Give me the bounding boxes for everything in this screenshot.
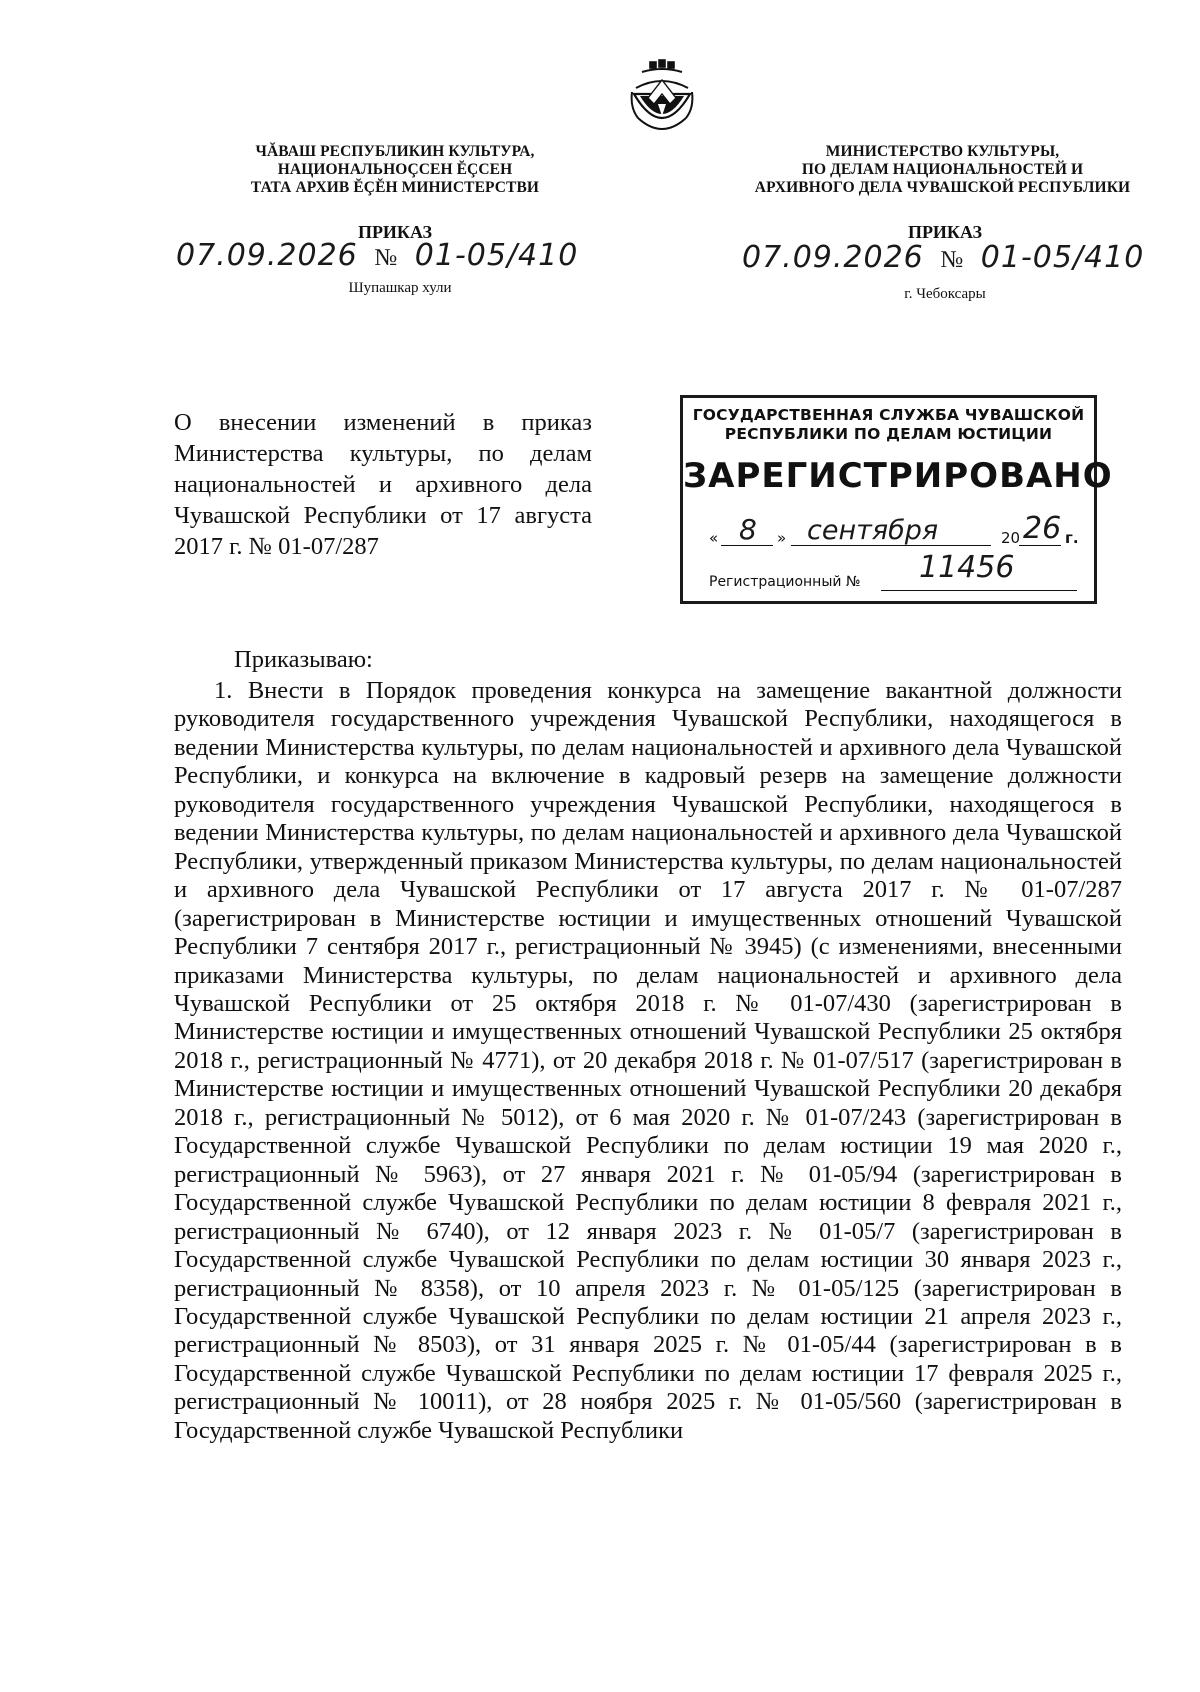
header-left-line-2: НАЦИОНАЛЬНОÇСЕН ĔÇСЕН (277, 161, 513, 178)
chuvash-republic-emblem-icon (628, 58, 696, 142)
header-right-line-3: АРХИВНОГО ДЕЛА ЧУВАШСКОЙ РЕСПУБЛИКИ (754, 179, 1131, 196)
stamp-year-suffix: 26 (1023, 511, 1062, 546)
order-number-right: 01-05/410 (980, 240, 1145, 275)
stamp-year-prefix: 20 (1001, 529, 1021, 547)
place-left: Шупашкар хули (348, 280, 452, 296)
header-left-line-1: ЧĂВАШ РЕСПУБЛИКИН КУЛЬТУРА, (255, 143, 535, 160)
stamp-line-2: РЕСПУБЛИКИ ПО ДЕЛАМ ЮСТИЦИИ (724, 425, 1053, 443)
prikaz-heading-right: ПРИКАЗ (907, 222, 983, 242)
registration-stamp (680, 395, 1113, 604)
header-right-line-1: МИНИСТЕРСТВО КУЛЬТУРЫ, (825, 143, 1060, 160)
stamp-month: сентября (807, 515, 939, 546)
order-number-line-right (742, 240, 1144, 275)
stamp-year-unit: г. (1065, 529, 1079, 547)
stamp-reg-number: 11456 (919, 550, 1015, 585)
prikaz-heading-left: ПРИКАЗ (357, 222, 433, 242)
header-left-line-3: ТАТА АРХИВ ĔÇĔН МИНИСТЕРСТВИ (250, 179, 540, 196)
order-lead: Приказываю: (234, 646, 373, 673)
stamp-day: 8 (739, 513, 757, 546)
ministry-name-chuvash (210, 143, 580, 197)
ministry-name-russian (740, 143, 1145, 197)
header-right-line-2: ПО ДЕЛАМ НАЦИОНАЛЬНОСТЕЙ И (801, 161, 1084, 178)
stamp-date-row (709, 511, 1079, 549)
order-date-left: 07.09.2026 (176, 238, 358, 273)
stamp-reg-label: Регистрационный № (709, 574, 861, 590)
document-title: О внесении изменений в приказ Министерства культуры, по делам национальностей и архивного дела Чувашской Республики от 17 августа 2017 г. № 01-07/287 (174, 409, 592, 560)
number-sign-right: № (940, 247, 965, 273)
stamp-open-quote: « (709, 529, 719, 547)
order-body (174, 677, 1122, 1445)
number-sign-left: № (374, 245, 399, 271)
stamp-reg-row (709, 550, 1079, 592)
order-number-line-left (176, 238, 578, 273)
stamp-reg-underline (881, 590, 1077, 591)
order-date-right: 07.09.2026 (742, 240, 924, 275)
stamp-status: ЗАРЕГИСТРИРОВАНО (683, 456, 1113, 496)
stamp-close-quote: » (777, 529, 787, 547)
paragraph-1: 1. Внести в Порядок проведения конкурса на замещение вакантной должности руководителя государственного учреждения Чувашской Республики, находящегося в ведении Министерства культуры, по делам национальностей и архивного дела Чувашской Республики, и конкурса на включение в кадровый резерв на замещение должности руководителя государственного учреждения Чувашской Республики, находящегося в ведении Министерства культуры, по делам национальностей и архивного дела Чувашской Республики, утвержденный приказом Министерства культуры, по делам национальностей и архивного дела Чувашской Республики от 17 августа 2017 г. № 01-07/287 (зарегистрирован в Министерстве юстиции и имущественных отношений Чувашской Республики 7 сентября 2017 г., регистрационный № 3945) (с изменениями, внесенными приказами Министерства культуры, по делам национальностей и архивного дела Чувашской Республики от 25 октября 2018 г. № 01-07/430 (зарегистрирован в Министерстве юстиции и имущественных отношений Чувашской Республики 25 октября 2018 г., регистрационный № 4771), от 20 декабря 2018 г. № 01-07/517 (зарегистрирован в Министерстве юстиции и имущественных отношений Чувашской Республики 20 декабря 2018 г., регистрационный № 5012), от 6 мая 2020 г. № 01-07/243 (зарегистрирован в Государственной службе Чувашской Республики по делам юстиции 19 мая 2020 г., регистрационный № 5963), от 27 января 2021 г. № 01-05/94 (зарегистрирован в Государственной службе Чувашской Республики по делам юстиции 8 февраля 2021 г., регистрационный № 6740), от 12 января 2023 г. № 01-05/7 (зарегистрирован в Государственной службе Чувашской Республики по делам юстиции 30 января 2023 г., регистрационный № 8358), от 10 апреля 2023 г. № 01-05/125 (зарегистрирован в Государственной службе Чувашской Республики по делам юстиции 21 апреля 2023 г., регистрационный № 8503), от 31 января 2025 г. № 01-05/44 (зарегистрирован в в Государственной службе Чувашской Республики по делам юстиции 17 февраля 2025 г., регистрационный № 10011), от 28 ноября 2025 г. № 01-05/560 (зарегистрирован в Государственной службе Чувашской Республики (174, 677, 1122, 1444)
order-number-left: 01-05/410 (414, 238, 579, 273)
stamp-line-1: ГОСУДАРСТВЕННАЯ СЛУЖБА ЧУВАШСКОЙ (692, 406, 1085, 424)
place-right: г. Чебоксары (904, 286, 986, 302)
